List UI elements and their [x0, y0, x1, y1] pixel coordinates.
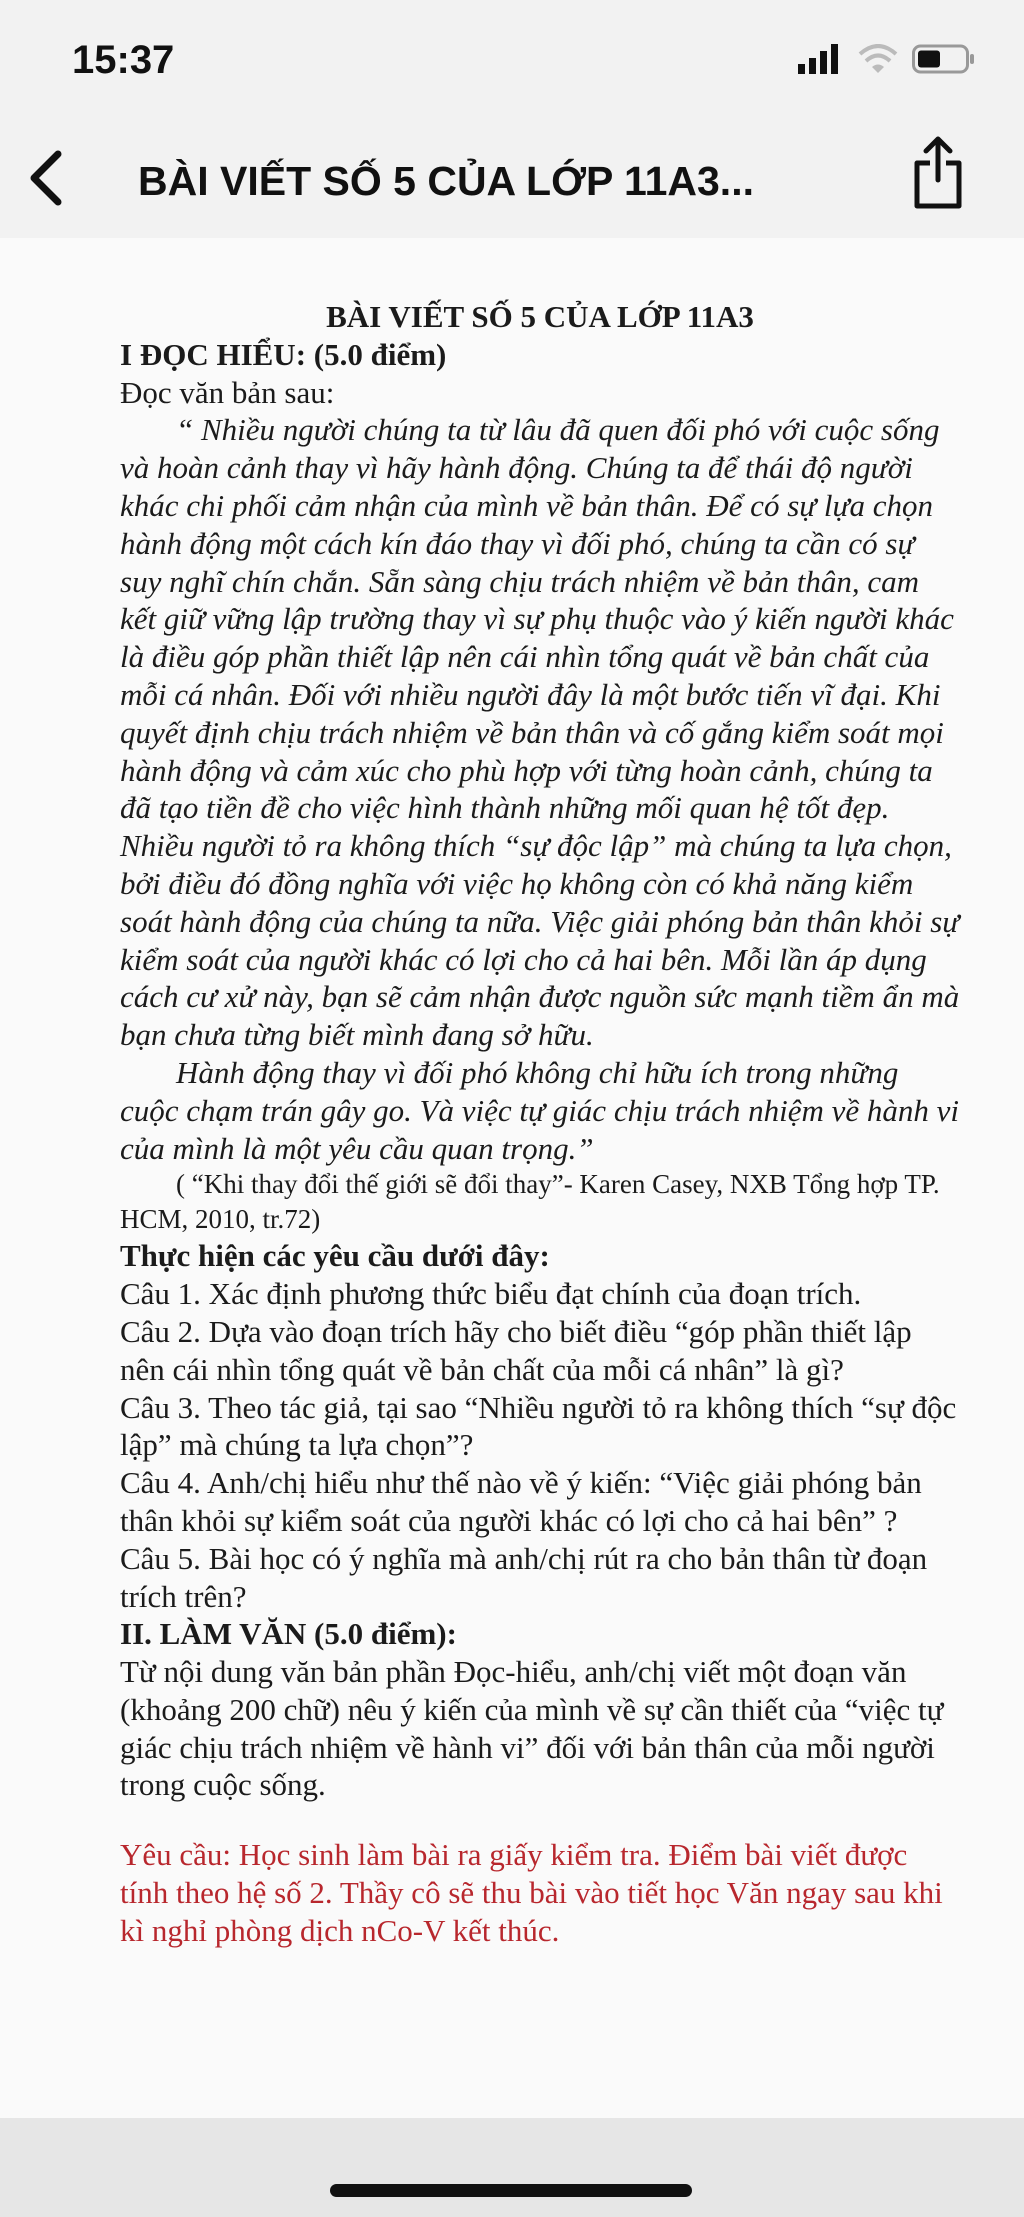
intro-text: Đọc văn bản sau: [120, 374, 335, 410]
quote-paragraph-2: Hành động thay vì đối phó không chỉ hữu ích trong những cuộc chạm trán gây go. Và việc tự giác chịu trách nhiệm về hành vi của mình là một yêu cầu quan trọng.” [120, 1054, 960, 1166]
spacer [120, 1804, 960, 1836]
page-title: BÀI VIẾT SỐ 5 CỦA LỚP 11A3... [138, 158, 754, 204]
status-time: 15:37 [72, 38, 175, 82]
share-button[interactable] [912, 136, 964, 210]
section-2-heading: II. LÀM VĂN (5.0 điểm): [120, 1616, 457, 1652]
quote-paragraph-1: “ Nhiều người chúng ta từ lâu đã quen đối phó với cuộc sống và hoàn cảnh thay vì hãy hành động. Chúng ta để thái độ người khác chi phối cảm nhận của mình về bản thân. Để có sự lựa chọn hành động một cách kín đáo thay vì đối phó, chúng ta cần có sự suy nghĩ chín chắn. Sẵn sàng chịu trách nhiệm về bản thân, cam kết giữ vững lập trường thay vì sự phụ thuộc vào ý kiến người khác là điều góp phần thiết lập nên cái nhìn tổng quát về bản chất của mỗi cá nhân. Đối với nhiều người đây là một bước tiến vĩ đại. Khi quyết định chịu trách nhiệm về bản thân và cố gắng kiểm soát mọi hành động và cảm xúc cho phù hợp với từng hoàn cảnh, chúng ta đã tạo tiền đề cho việc hình thành những mối quan hệ tốt đẹp. Nhiều người tỏ ra không thích “sự độc lập” mà chúng ta lựa chọn, bởi điều đó đồng nghĩa với việc họ không còn có khả năng kiểm soát hành động của chúng ta nữa. Việc giải phóng bản thân khỏi sự kiểm soát của người khác có lợi cho cả hai bên. Mỗi lần áp dụng cách cư xử này, bạn sẽ cảm nhận được nguồn sức mạnh tiềm ẩn mà bạn chưa từng biết mình đang sở hữu. [120, 412, 960, 1053]
section-1-heading: I ĐỌC HIỂU: (5.0 điểm) [120, 336, 447, 372]
battery-icon [912, 44, 976, 74]
question-1: Câu 1. Xác định phương thức biểu đạt chính của đoạn trích. [120, 1276, 862, 1312]
document-content [120, 298, 960, 1950]
essay-prompt: Từ nội dung văn bản phần Đọc-hiểu, anh/chị viết một đoạn văn (khoảng 200 chữ) nêu ý kiến của mình về sự cần thiết của “việc tự giác chịu trách nhiệm về hành vi” đối với bản thân của mỗi người trong cuộc sống. [120, 1654, 944, 1803]
quote-source: ( “Khi thay đổi thế giới sẽ đổi thay”- Karen Casey, NXB Tổng hợp TP. HCM, 2010, tr.72) [120, 1169, 940, 1235]
home-indicator[interactable] [330, 2184, 692, 2197]
question-5: Câu 5. Bài học có ý nghĩa mà anh/chị rút ra cho bản thân từ đoạn trích trên? [120, 1540, 928, 1614]
question-3: Câu 3. Theo tác giả, tại sao “Nhiều người tỏ ra không thích “sự độc lập” mà chúng ta lựa chọn”? [120, 1389, 957, 1463]
signal-icon [798, 44, 844, 74]
back-button[interactable] [22, 148, 72, 208]
chevron-left-icon [22, 148, 72, 208]
question-4: Câu 4. Anh/chị hiểu như thế nào về ý kiến: “Việc giải phóng bản thân khỏi sự kiểm soát của người khác có lợi cho cả hai bên” ? [120, 1465, 922, 1538]
document-title: BÀI VIẾT SỐ 5 CỦA LỚP 11A3 [326, 299, 754, 334]
document-page [0, 238, 1024, 2118]
share-icon [912, 136, 964, 210]
bottom-area [0, 2118, 1024, 2217]
tasks-heading: Thực hiện các yêu cầu dưới đây: [120, 1238, 550, 1274]
wifi-icon [858, 44, 898, 74]
status-icons [798, 44, 976, 74]
requirement-note: Yêu cầu: Học sinh làm bài ra giấy kiểm tra. Điểm bài viết được tính theo hệ số 2. Thầy cô sẽ thu bài vào tiết học Văn ngay sau khi kì nghỉ phòng dịch nCo-V kết thúc. [120, 1837, 943, 1948]
status-bar [0, 0, 1024, 120]
question-2: Câu 2. Dựa vào đoạn trích hãy cho biết điều “góp phần thiết lập nên cái nhìn tổng quát về bản chất của mỗi cá nhân” là gì? [120, 1313, 912, 1387]
navigation-bar [0, 120, 1024, 238]
